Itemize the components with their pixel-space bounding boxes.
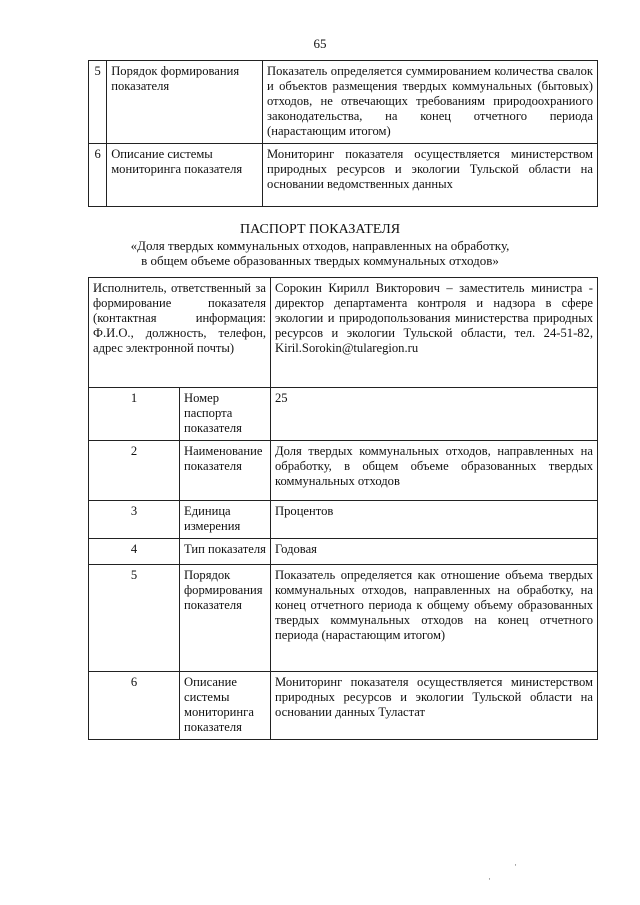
passport-title: ПАСПОРТ ПОКАЗАТЕЛЯ [239,222,401,237]
row-number: 4 [89,539,180,565]
row-value: Мониторинг показателя осуществляется министерством природных ресурсов и экологии Тульской области на основании данных Туластат [271,672,598,740]
row-name: Наименование показателя [180,441,271,501]
row-value: Мониторинг показателя осуществляется министерством природных ресурсов и экологии Тульской области на основании ведомственных данных [263,144,598,207]
table-row [89,565,598,672]
scan-dot-mark: · [488,874,491,884]
responsible-value: Сорокин Кирилл Викторович – заместитель министра - директор департамента контроля и надзора в сфере экологии и природопользования министерства природных ресурсов и экологии Тульской области, тел. 24-51-82, Kiril.Sorokin@tularegion.ru [271,278,598,388]
passport-heading [80,222,560,268]
responsible-label: Исполнитель, ответственный за формирование показателя (контактная информация: Ф.И.О., должность, телефон, адрес электронной почты) [89,278,271,388]
table-header-row [89,278,598,388]
row-number: 6 [89,144,107,207]
row-value: 25 [271,388,598,441]
row-name: Порядок формирования показателя [180,565,271,672]
row-name: Описание системы мониторинга показателя [180,672,271,740]
row-name: Порядок формирования показателя [107,61,263,144]
row-name: Тип показателя [180,539,271,565]
row-value: Годовая [271,539,598,565]
row-value: Процентов [271,501,598,539]
row-value: Показатель определяется суммированием количества свалок и объектов размещения твердых коммунальных (бытовых) отходов, не отвечающих требованиям природоохраниого законодательства, на конец отчетного периода (нарастающим итогом) [263,61,598,144]
page-number: 65 [313,36,327,51]
row-number: 3 [89,501,180,539]
row-number: 1 [89,388,180,441]
row-name: Номер паспорта показателя [180,388,271,441]
row-name: Единица измерения [180,501,271,539]
table-row [89,388,598,441]
row-number: 6 [89,672,180,740]
table-row [89,672,598,740]
indicator-table-continuation [88,60,598,207]
row-number: 5 [89,61,107,144]
table-row [89,144,598,207]
passport-subtitle-line2: в общем объеме образованных твердых коммунальных отходов» [141,253,499,268]
row-value: Доля твердых коммунальных отходов, направленных на обработку, в общем объеме образованных твердых коммунальных отходов [271,441,598,501]
scan-dot-mark: · [514,860,517,870]
table-row [89,61,598,144]
row-number: 5 [89,565,180,672]
row-value: Показатель определяется как отношение объема твердых коммунальных отходов, направленных на обработку, на конец отчетного периода к общему объему образованных твердых коммунальных отходов на конец отчетного периода (нарастающим итогом) [271,565,598,672]
row-name: Описание системы мониторинга показателя [107,144,263,207]
table-row [89,441,598,501]
row-number: 2 [89,441,180,501]
indicator-passport-table [88,277,598,740]
passport-subtitle-line1: «Доля твердых коммунальных отходов, направленных на обработку, [130,238,510,253]
table-row [89,501,598,539]
table-row [89,539,598,565]
